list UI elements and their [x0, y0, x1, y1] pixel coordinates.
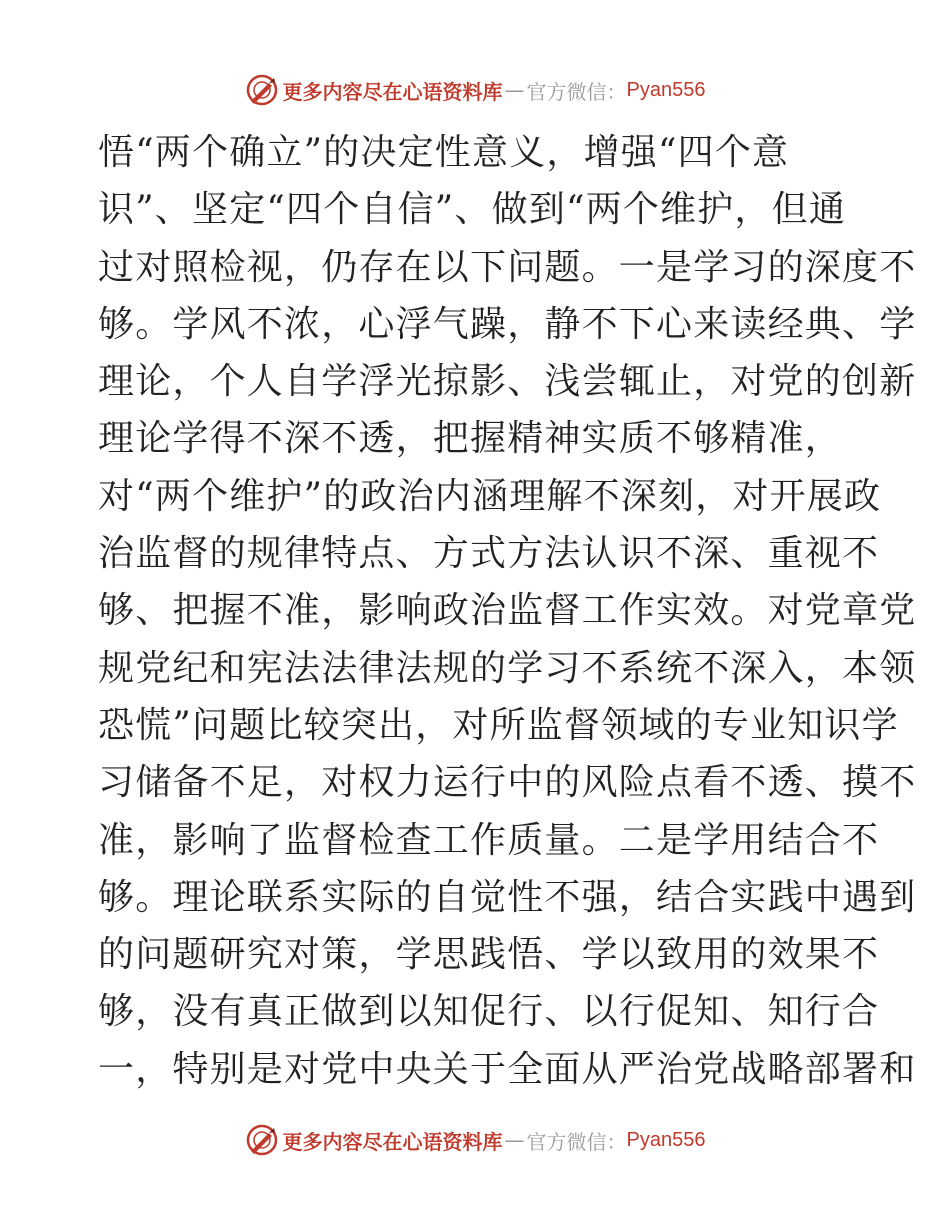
document-body [98, 124, 917, 1098]
body-line: 习储备不足，对权力运行中的风险点看不透、摸不 [98, 762, 917, 804]
logo-icon [245, 73, 279, 107]
body-line: 过对照检视，仍存在以下问题。一是学习的深度不 [98, 246, 917, 288]
body-line: 一，特别是对党中央关于全面从严治党战略部署和 [98, 1048, 917, 1090]
body-line: 的问题研究对策，学思践悟、学以致用的效果不 [98, 934, 880, 976]
banner-dash: — [504, 1128, 525, 1152]
body-line: 治监督的规律特点、方式方法认识不深、重视不 [98, 533, 880, 575]
logo-icon [245, 1123, 279, 1157]
body-line: 规党纪和宪法法律法规的学习不系统不深入，本领 [98, 647, 917, 689]
body-line: 够，没有真正做到以知促行、以行促知、知行合 [98, 991, 880, 1033]
banner-wechat-id: Pyan556 [626, 1128, 706, 1151]
body-line: 对“两个维护”的政治内涵理解不深刻，对开展政 [98, 475, 882, 517]
body-line: 理论学得不深不透，把握精神实质不够精准， [98, 418, 843, 460]
banner-dash: — [504, 78, 525, 102]
body-line: 理论，个人自学浮光掠影、浅尝辄止，对党的创新 [98, 361, 917, 403]
footer-banner [0, 1120, 950, 1160]
body-line: 悟“两个确立”的决定性意义，增强“四个意 [98, 132, 790, 173]
body-line: 恐慌”问题比较突出，对所监督领域的专业知识学 [98, 704, 899, 746]
body-line: 够。学风不浓，心浮气躁，静不下心来读经典、学 [98, 303, 917, 345]
banner-brand-text: 更多内容尽在心语资料库 [282, 1129, 503, 1154]
banner-wechat-id: Pyan556 [626, 78, 706, 101]
header-banner [0, 70, 950, 110]
banner-official-label: 官方微信： [526, 1129, 627, 1154]
body-line: 够、把握不准，影响政治监督工作实效。对党章党 [98, 590, 917, 632]
body-line: 识”、坚定“四个自信”、做到“两个维护，但通 [98, 189, 847, 231]
body-line: 准，影响了监督检查工作质量。二是学用结合不 [98, 819, 880, 861]
banner-brand-text: 更多内容尽在心语资料库 [282, 79, 503, 104]
body-line: 够。理论联系实际的自觉性不强，结合实践中遇到 [98, 876, 917, 918]
banner-official-label: 官方微信： [526, 79, 627, 104]
